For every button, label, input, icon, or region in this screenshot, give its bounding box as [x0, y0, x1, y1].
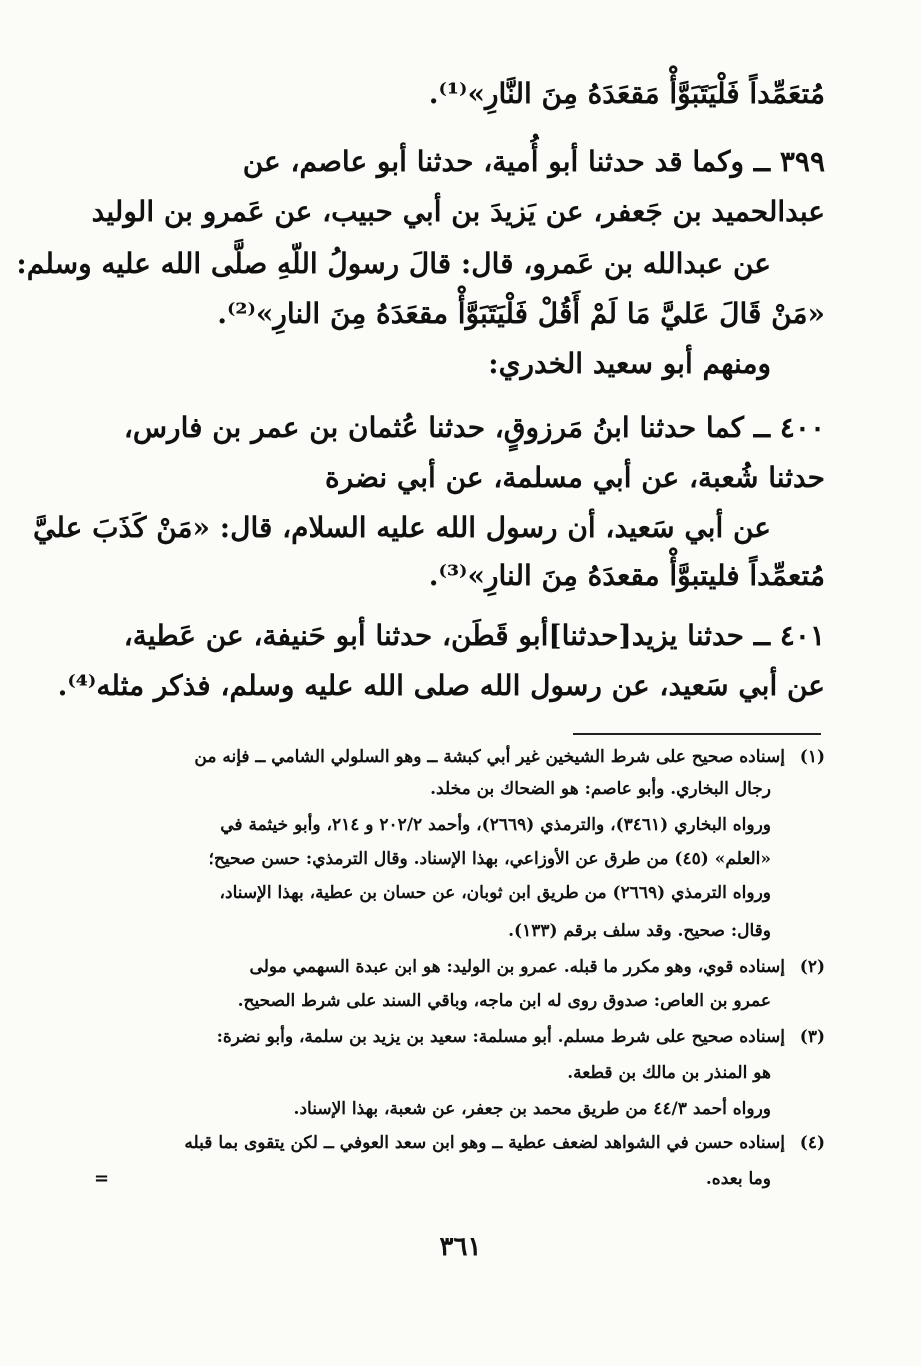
hadith-400-line: ٤٠٠ ــ كما حدثنا ابنُ مَرزوقٍ، حدثنا عُثمان بن عمر بن فارس، — [123, 411, 825, 444]
footnote-number: (١) — [799, 747, 825, 767]
footnote-line: «العلم» (٤٥) من طرق عن الأوزاعي، بهذا الإسناد. وقال الترمذي: حسن صحيح؛ — [208, 849, 771, 869]
margin-mark: = — [94, 1168, 110, 1189]
footnote-divider — [573, 733, 821, 735]
hadith-401-line: ٤٠١ ــ حدثنا يزيد[حدثنا]أبو قَطَن، حدثنا أبو حَنيفة، عن عَطية، — [123, 619, 825, 652]
page-number: ٣٦١ — [439, 1232, 482, 1262]
body-line: «مَنْ قَالَ عَليَّ مَا لَمْ أَقُلْ فَلْيَتَبَوَّأْ مقعَدَهُ مِنَ النارِ»⁽²⁾. — [217, 297, 825, 330]
footnote-line: وما بعده. — [705, 1169, 771, 1189]
footnote-number: (٢) — [799, 957, 825, 977]
footnote-line: هو المنذر بن مالك بن قطعة. — [567, 1063, 771, 1083]
footnote-number: (٣) — [799, 1027, 825, 1047]
footnote-line: رجال البخاري. وأبو عاصم: هو الضحاك بن مخلد. — [430, 779, 771, 799]
footnote-line: ورواه الترمذي (٢٦٦٩) من طريق ابن ثوبان، عن حسان بن عطية، بهذا الإسناد، — [219, 883, 771, 903]
footnote-number: (٤) — [799, 1133, 825, 1153]
footnote-2: (٢)إسناده قوي، وهو مكرر ما قبله. عمرو بن الوليد: هو ابن عبدة السهمي مولى — [100, 952, 825, 982]
body-line: عن أبي سَعيد، عن رسول الله صلى الله عليه وسلم، فذكر مثله⁽⁴⁾. — [57, 669, 825, 702]
footnote-4: (٤)إسناده حسن في الشواهد لضعف عطية ــ وهو ابن سعد العوفي ــ لكن يتقوى بما قبله — [100, 1128, 825, 1158]
footnote-line: وقال: صحيح. وقد سلف برقم (١٣٣). — [508, 921, 771, 941]
footnote-3: (٣)إسناده صحيح على شرط مسلم. أبو مسلمة: سعيد بن يزيد بن سلمة، وأبو نضرة: — [100, 1022, 825, 1052]
footnote-line: عمرو بن العاص: صدوق روى له ابن ماجه، وباقي السند على شرط الصحيح. — [237, 991, 771, 1011]
body-line: عن أبي سَعيد، أن رسول الله عليه السلام، قال: «مَنْ كَذَبَ عليَّ — [33, 511, 771, 544]
footnote-1: (١)إسناده صحيح على شرط الشيخين غير أبي كبشة ــ وهو السلولي الشامي ــ فإنه من — [100, 742, 825, 772]
body-line: مُتعَمِّداً فَلْيَتَبَوَّأْ مَقعَدَهُ مِنَ النَّارِ»⁽¹⁾. — [428, 77, 825, 110]
footnote-line: ورواه البخاري (٣٤٦١)، والترمذي (٢٦٦٩)، وأحمد ٢٠٢/٢ و ٢١٤، وأبو خيثمة في — [220, 815, 771, 835]
body-line: حدثنا شُعبة، عن أبي مسلمة، عن أبي نضرة — [324, 461, 825, 494]
footnote-line: ورواه أحمد ٤٤/٣ من طريق محمد بن جعفر، عن شعبة، بهذا الإسناد. — [293, 1099, 771, 1119]
body-line: عبدالحميد بن جَعفر، عن يَزيدَ بن أبي حبيب، عن عَمرو بن الوليد — [91, 195, 825, 228]
section-heading: ومنهم أبو سعيد الخدري: — [488, 347, 771, 380]
hadith-399-line: ٣٩٩ ــ وكما قد حدثنا أبو أُمية، حدثنا أبو عاصم، عن — [242, 145, 825, 178]
body-line: مُتعمِّداً فليتبوَّأْ مقعدَهُ مِنَ النارِ»⁽³⁾. — [428, 559, 825, 592]
body-line: عن عبدالله بن عَمرو، قال: قالَ رسولُ اللّهِ صلَّى الله عليه وسلم: — [16, 247, 771, 280]
